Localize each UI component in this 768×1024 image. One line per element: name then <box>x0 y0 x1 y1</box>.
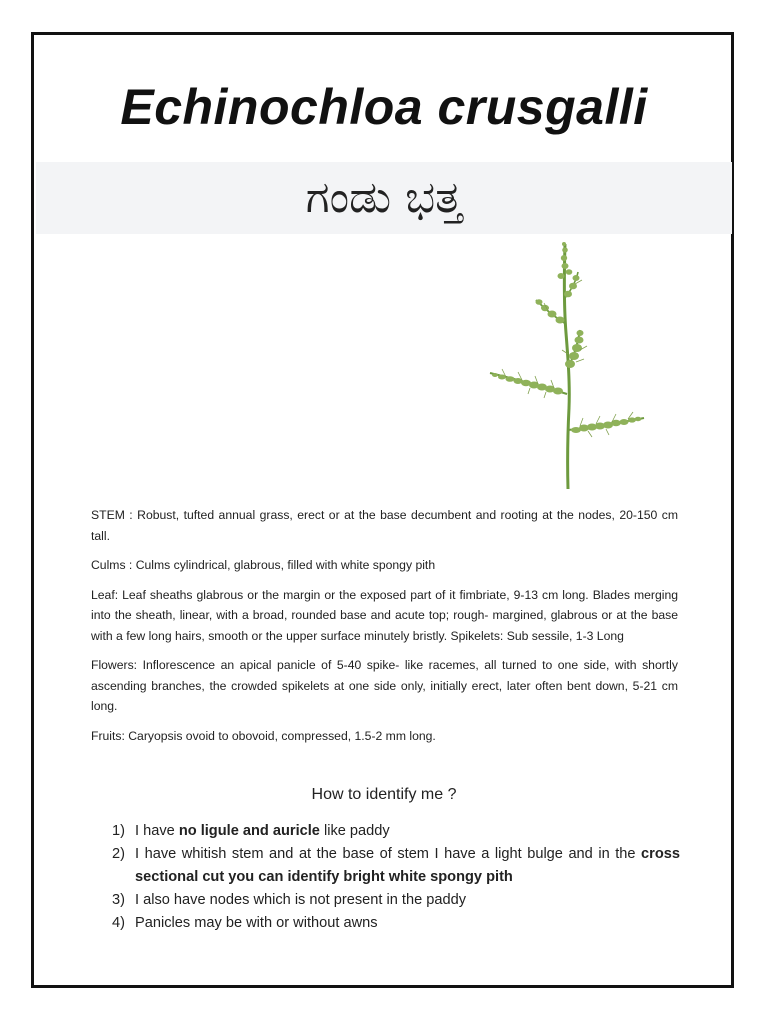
list-item-text: Panicles may be with or without awns <box>135 915 378 931</box>
list-item-text: I also have nodes which is not present in the paddy <box>135 892 467 908</box>
description-stem: STEM : Robust, tufted annual grass, erect or at the base decumbent and rooting at the nodes, 20-150 cm tall. <box>91 508 678 543</box>
description-fruits: Fruits: Caryopsis ovoid to obovoid, compressed, 1.5-2 mm long. <box>91 728 436 743</box>
list-item-number: 4) <box>112 915 125 931</box>
list-item-text: I have no ligule and auricle like paddy <box>135 823 390 839</box>
description-leaf: Leaf: Leaf sheaths glabrous or the margin or the exposed part of it fimbriate, 9-13 cm long. Blades merging into the sheath, linear, with a broad, rounded base and acute top; rough- margined, glabrous or at the base with a few long hairs, smooth or the upper surface minutely bristly. Spikelets: Sub sessile, 1-3 Long <box>91 587 678 643</box>
kannada-title: ಗಂಡು ಭತ್ತ <box>305 172 463 223</box>
description-section <box>91 505 678 755</box>
raceme-lower-right <box>568 412 644 437</box>
list-item <box>112 820 680 843</box>
list-item-text: I have whitish stem and at the base of stem I have a light bulge and in the cross sectional cut you can identify bright white spongy pith <box>135 846 680 885</box>
description-flowers: Flowers: Inflorescence an apical panicle of 5-40 spike- like racemes, all turned to one side, with shortly ascending branches, the crowded spikelets at one side only, initially erect, later often bent down, 5-21 cm long. <box>91 658 678 713</box>
raceme-upper-right <box>564 272 582 298</box>
identify-list <box>112 820 680 935</box>
list-item <box>112 912 680 935</box>
identify-heading: How to identify me ? <box>311 786 457 803</box>
list-item <box>112 889 680 912</box>
description-culms: Culms : Culms cylindrical, glabrous, filled with white spongy pith <box>91 558 436 572</box>
page-title: Echinochloa crusgalli <box>120 79 648 135</box>
list-item <box>112 843 680 889</box>
list-item-number: 1) <box>112 823 125 839</box>
grass-plant-illustration <box>488 238 656 490</box>
raceme-left <box>490 369 567 398</box>
list-item-number: 2) <box>112 846 125 862</box>
raceme-upper-left <box>536 299 567 324</box>
list-item-number: 3) <box>112 892 125 908</box>
